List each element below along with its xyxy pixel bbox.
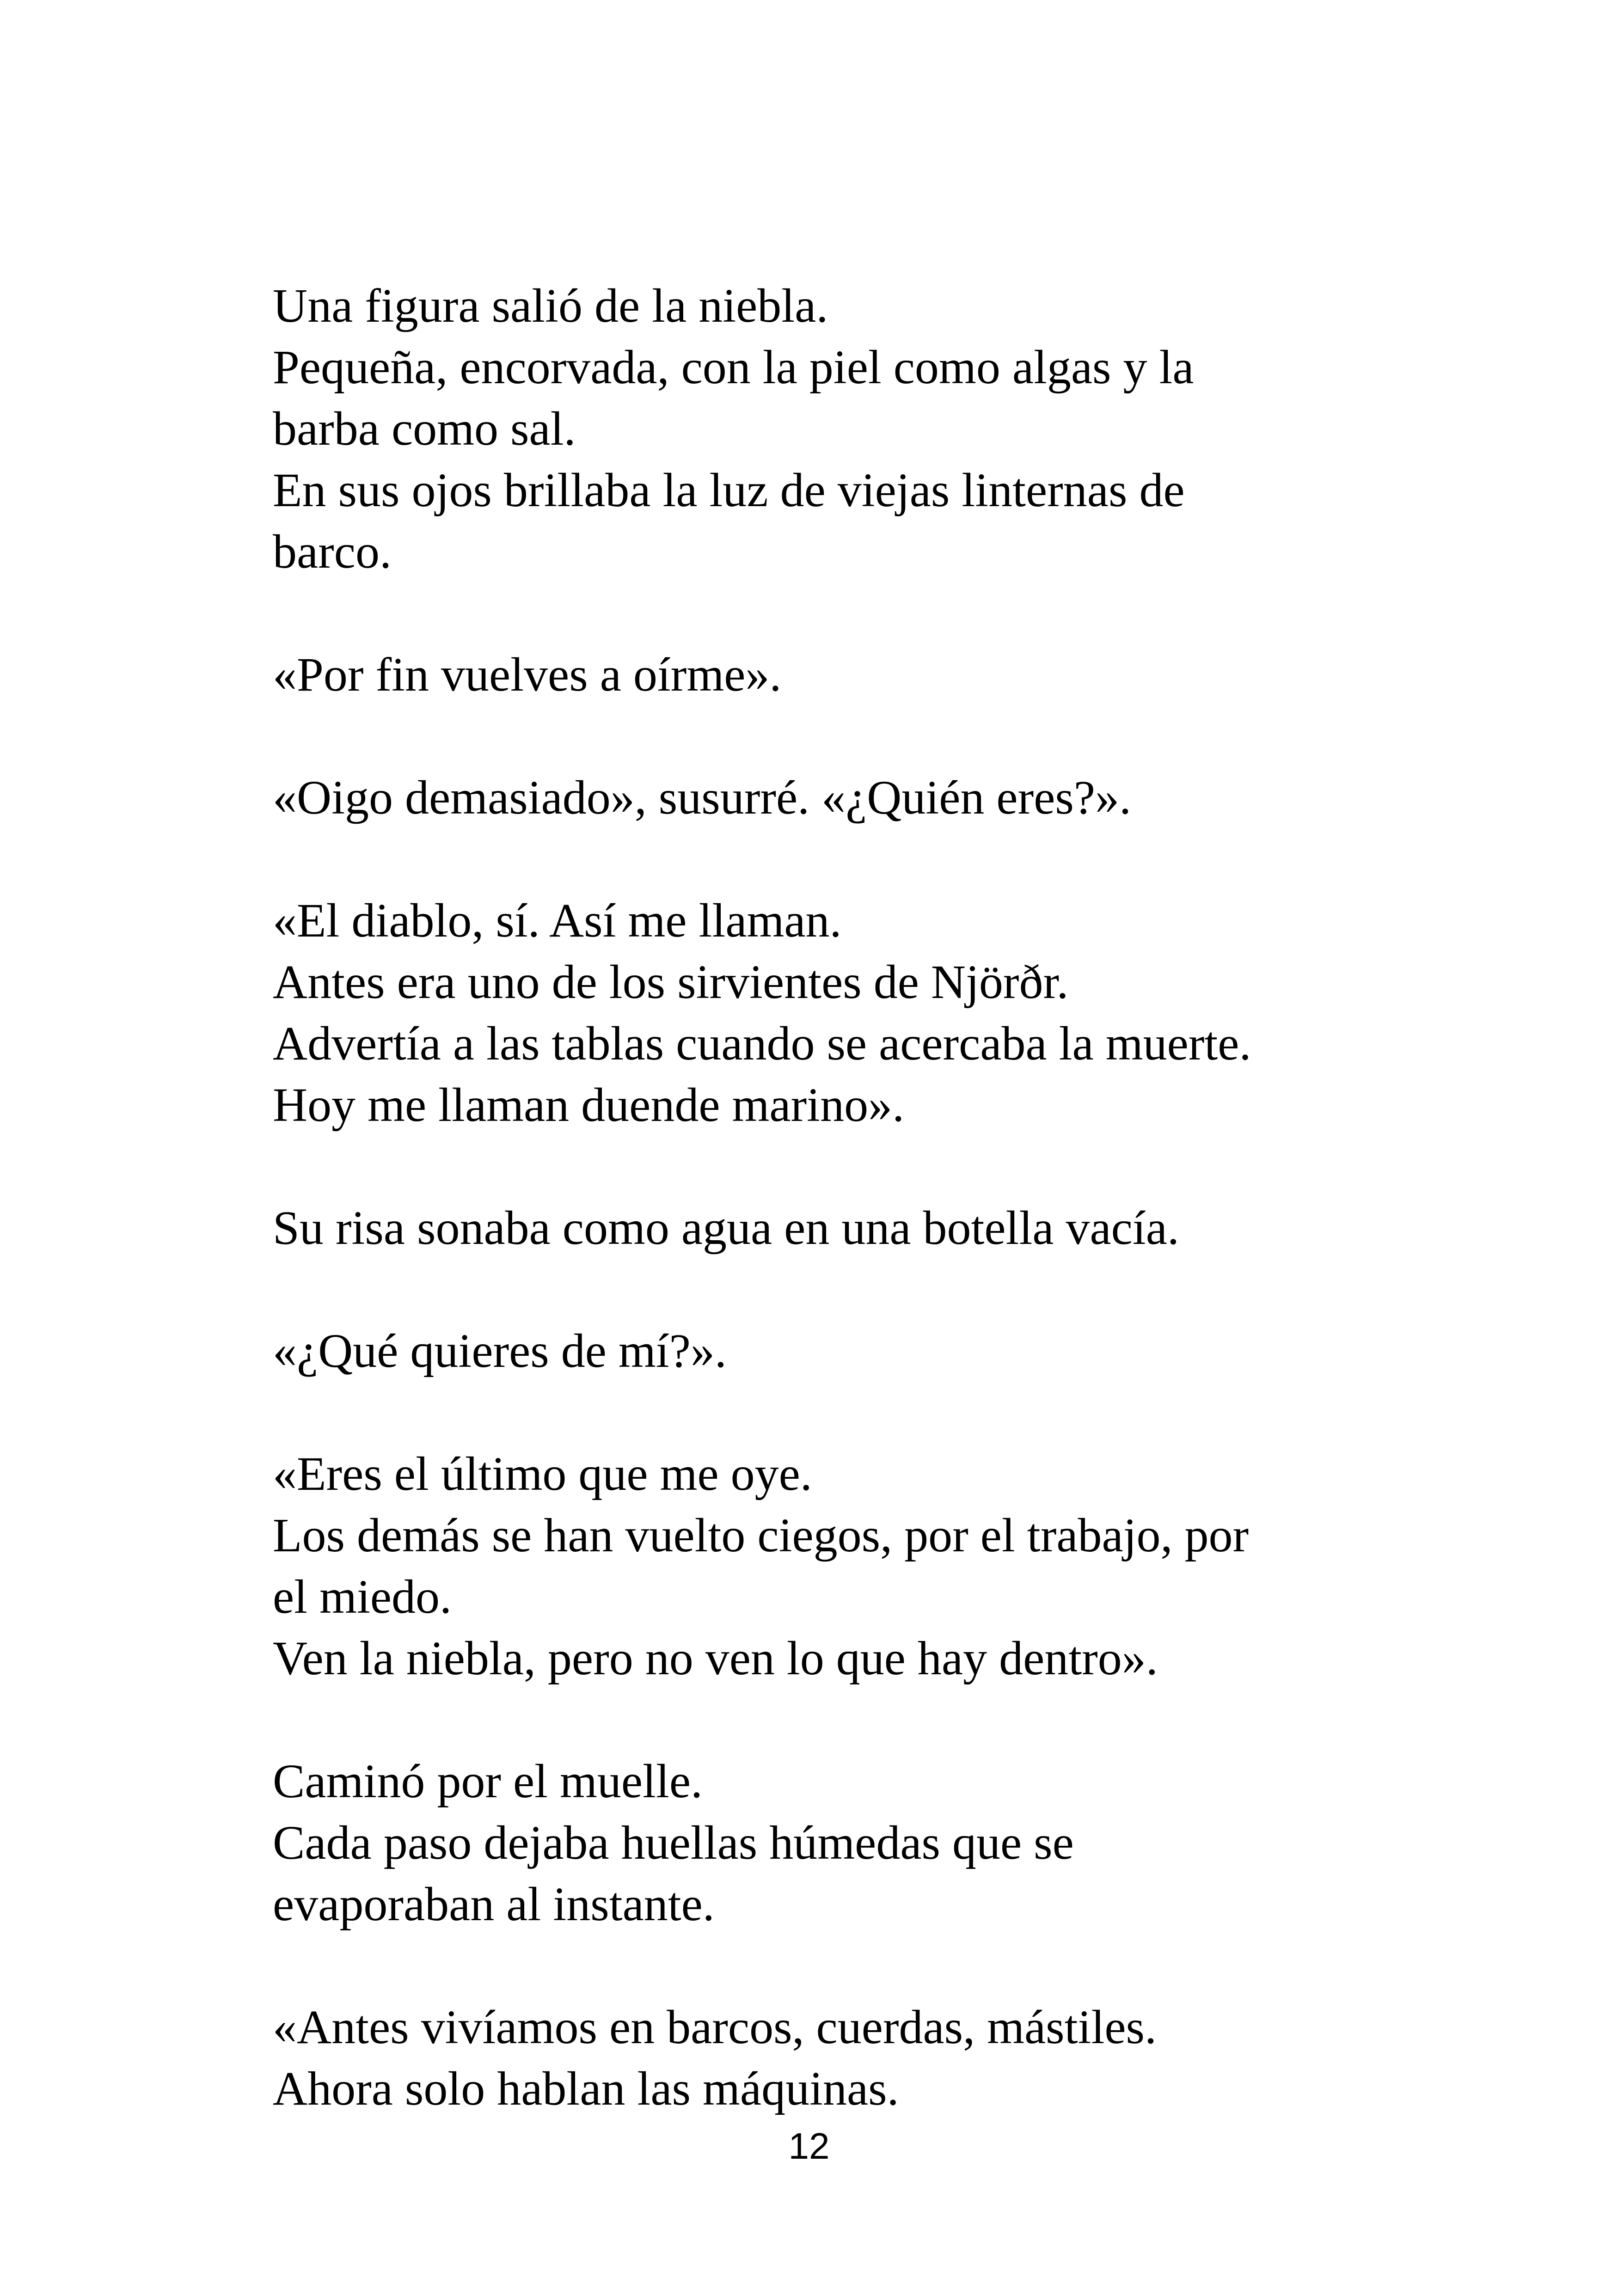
paragraph: [273, 1751, 1391, 1935]
paragraph: [273, 644, 1391, 705]
text-line: «El diablo, sí. Así me llaman.: [273, 894, 842, 947]
page-body-text: [273, 275, 1391, 2119]
page-number: 12: [788, 2125, 830, 2167]
text-line: Ven la niebla, pero no ven lo que hay dentro».: [273, 1632, 1158, 1685]
text-line: Antes era uno de los sirvientes de Njörðr.: [273, 955, 1069, 1009]
text-line: el miedo.: [273, 1570, 452, 1623]
paragraph: [273, 1197, 1391, 1259]
text-line: «Oigo demasiado», susurré. «¿Quién eres?».: [273, 771, 1132, 824]
paragraph: [273, 1320, 1391, 1382]
text-line: Pequeña, encorvada, con la piel como algas y la: [273, 341, 1194, 394]
text-line: barba como sal.: [273, 402, 576, 455]
paragraph: [273, 275, 1391, 582]
paragraph: [273, 1996, 1391, 2119]
text-line: barco.: [273, 525, 392, 578]
text-line: «Por fin vuelves a oírme».: [273, 648, 782, 701]
text-line: Una figura salió de la niebla.: [273, 279, 828, 332]
text-line: Su risa sonaba como agua en una botella vacía.: [273, 1201, 1179, 1255]
text-line: Cada paso dejaba huellas húmedas que se: [273, 1816, 1074, 1869]
text-line: En sus ojos brillaba la luz de viejas linternas de: [273, 464, 1185, 517]
text-line: Ahora solo hablan las máquinas.: [273, 2062, 899, 2115]
paragraph: [273, 890, 1391, 1136]
text-line: evaporaban al instante.: [273, 1878, 715, 1931]
text-line: «Eres el último que me oye.: [273, 1447, 812, 1500]
text-line: Hoy me llaman duende marino».: [273, 1078, 905, 1132]
text-line: Advertía a las tablas cuando se acercaba la muerte.: [273, 1017, 1251, 1070]
text-line: «Antes vivíamos en barcos, cuerdas, mástiles.: [273, 2001, 1157, 2054]
paragraph: [273, 1443, 1391, 1689]
paragraph: [273, 767, 1391, 828]
text-line: Los demás se han vuelto ciegos, por el trabajo, por: [273, 1509, 1249, 1562]
text-line: «¿Qué quieres de mí?».: [273, 1324, 727, 1378]
text-line: Caminó por el muelle.: [273, 1755, 703, 1808]
